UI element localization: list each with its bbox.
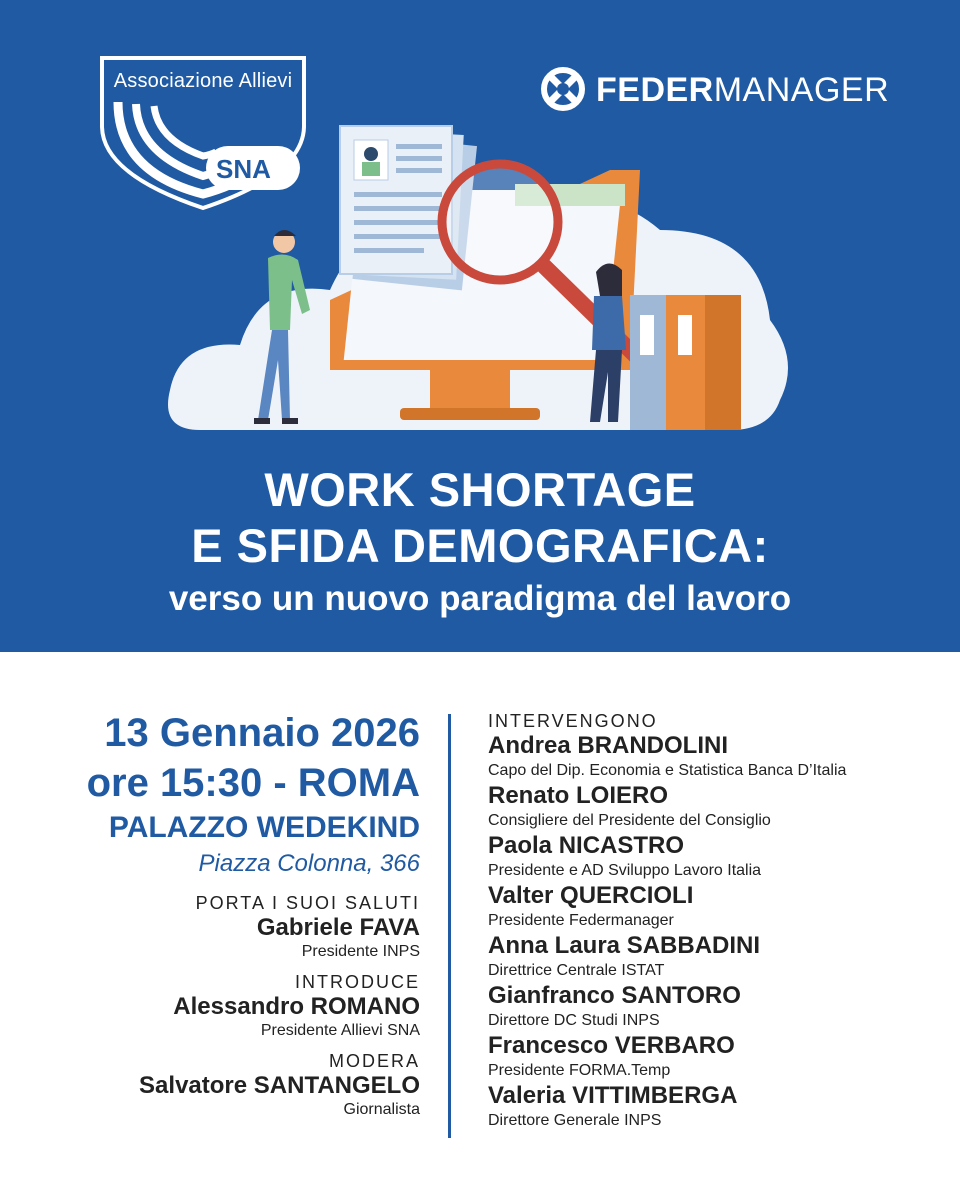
speaker-item [488, 882, 948, 932]
speaker-title: Direttrice Centrale ISTAT [488, 962, 665, 979]
role-introduction [40, 971, 420, 1040]
federmanager-mark-icon [538, 64, 588, 114]
speaker-title: Direttore DC Studi INPS [488, 1012, 660, 1029]
role-moderator [40, 1050, 420, 1119]
speakers-list [488, 710, 948, 1132]
binders-icon [630, 295, 741, 430]
role-person-name: Alessandro ROMANO [173, 993, 420, 1020]
federmanager-wordmark-light: MANAGER [713, 71, 890, 109]
event-details [87, 708, 420, 880]
role-label: PORTA I SUOI SALUTI [195, 893, 420, 913]
event-date: 13 Gennaio 2026 [104, 711, 420, 755]
role-greetings [40, 892, 420, 961]
role-person-title: Presidente INPS [301, 943, 420, 960]
speaker-item [488, 982, 948, 1032]
role-person-name: Gabriele FAVA [256, 914, 420, 941]
headline-subtitle: verso un nuovo paradigma del lavoro [168, 579, 792, 618]
speaker-title: Consigliere del Presidente del Consiglio [488, 812, 771, 829]
speaker-name: Andrea BRANDOLINI [488, 732, 729, 759]
speaker-title: Direttore Generale INPS [488, 1112, 662, 1129]
speaker-name: Valeria VITTIMBERGA [488, 1082, 738, 1109]
speaker-title: Capo del Dip. Economia e Statistica Banca D’Italia [488, 762, 847, 779]
role-label: MODERA [328, 1051, 420, 1071]
speaker-title: Presidente FORMA.Temp [488, 1062, 671, 1079]
column-divider [448, 714, 451, 1138]
role-person-name: Salvatore SANTANGELO [139, 1072, 420, 1099]
speaker-name: Anna Laura SABBADINI [488, 932, 761, 959]
speaker-name: Valter QUERCIOLI [488, 882, 694, 909]
speaker-title: Presidente e AD Sviluppo Lavoro Italia [488, 862, 762, 879]
speaker-item [488, 1032, 948, 1082]
role-person-title: Giornalista [343, 1101, 420, 1118]
federmanager-wordmark [596, 71, 889, 110]
speaker-item [488, 832, 948, 882]
speaker-name: Renato LOIERO [488, 782, 669, 809]
speaker-item [488, 932, 948, 982]
federmanager-wordmark-bold: FEDER [596, 71, 714, 109]
event-roles [40, 892, 420, 1129]
hero-illustration [160, 110, 800, 440]
role-label: INTRODUCE [295, 972, 420, 992]
event-address: Piazza Colonna, 366 [198, 850, 420, 877]
headline-line-1: WORK SHORTAGE [264, 463, 696, 516]
speaker-title: Presidente Federmanager [488, 912, 674, 929]
event-time-city: ore 15:30 - ROMA [86, 761, 420, 805]
sna-logo-title: Associazione Allievi [113, 70, 293, 92]
speaker-item [488, 1082, 948, 1132]
speaker-name: Gianfranco SANTORO [488, 982, 741, 1009]
speaker-name: Paola NICASTRO [488, 832, 685, 859]
speakers-heading: INTERVENGONO [488, 711, 658, 731]
federmanager-logo [538, 64, 918, 114]
speaker-item [488, 732, 948, 782]
headline-line-2: E SFIDA DEMOGRAFICA: [191, 519, 769, 572]
sna-logo-name: SNA [216, 154, 271, 184]
speaker-name: Francesco VERBARO [488, 1032, 735, 1059]
event-venue: PALAZZO WEDEKIND [108, 811, 420, 844]
speaker-item [488, 782, 948, 832]
event-headline [0, 462, 960, 622]
role-person-title: Presidente Allievi SNA [260, 1022, 420, 1039]
